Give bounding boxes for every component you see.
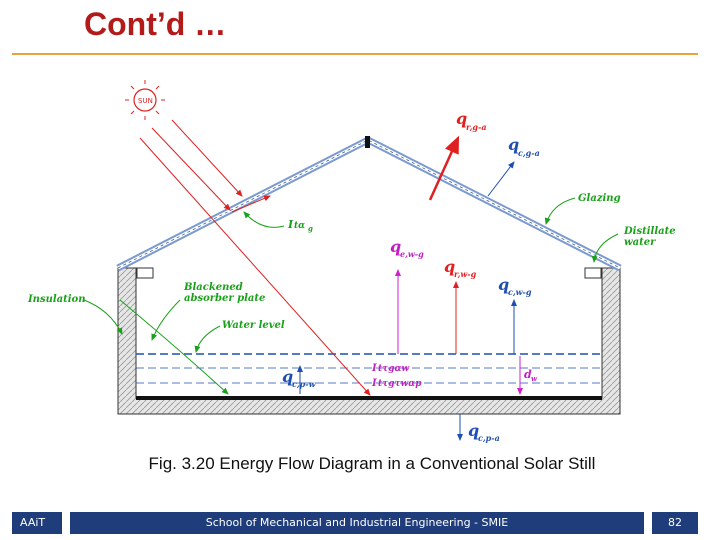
svg-text:d: d (524, 368, 532, 381)
distillate-channel-right (585, 268, 601, 278)
it-tau-alpha-w-label (371, 363, 409, 374)
svg-text:c,p-w: c,p-w (292, 379, 316, 389)
absorber-leader (152, 300, 180, 340)
svg-text:c,p-a: c,p-a (478, 433, 500, 443)
q-rga-arrow (430, 138, 458, 200)
svg-text:I: I (372, 378, 377, 389)
distillate-label-2: water (624, 237, 656, 248)
svg-text:r,w-g: r,w-g (454, 269, 477, 279)
svg-text:q: q (390, 237, 402, 256)
q-cpw-label (282, 367, 317, 389)
slide-title: Cont’d … (84, 6, 227, 42)
q-cwg-label (498, 275, 532, 297)
svg-text:c,w-g: c,w-g (508, 287, 532, 297)
svg-text:g: g (308, 224, 313, 233)
q-rga-label (456, 109, 487, 132)
q-rwg-label (444, 257, 477, 279)
q-cga-arrow (488, 162, 514, 196)
q-cpa-label (468, 421, 500, 443)
q-ewg-label (390, 237, 424, 259)
svg-text:w: w (531, 374, 538, 383)
insulation-label: Insulation (28, 294, 86, 305)
figure-caption: Fig. 3.20 Energy Flow Diagram in a Conventional Solar Still (148, 454, 596, 473)
svg-text:I: I (372, 363, 377, 374)
absorber-label-2: absorber plate (184, 293, 266, 304)
glazing-label: Glazing (578, 193, 621, 204)
glass-cover (118, 140, 620, 268)
svg-text:q: q (468, 421, 480, 440)
svg-text:q: q (444, 257, 456, 276)
svg-text:q: q (508, 135, 520, 154)
glazing-leader (546, 198, 575, 224)
svg-text:e,w-g: e,w-g (400, 249, 424, 259)
it-alpha-g-label (287, 218, 313, 233)
svg-text:q: q (498, 275, 510, 294)
water-level-label: Water level (222, 320, 285, 331)
footer-page-number: 82 (652, 512, 698, 534)
solar-ray-3 (140, 138, 370, 395)
svg-text:c,g-a: c,g-a (518, 148, 540, 158)
absorber-label-1: Blackened (184, 282, 243, 293)
distillate-label-1: Distillate (624, 226, 676, 237)
sun-label: SUN (138, 97, 153, 105)
svg-text:I: I (288, 218, 294, 231)
footer-institution: AAiT (12, 512, 62, 534)
svg-text:q: q (282, 367, 294, 386)
solar-ray-2 (172, 120, 242, 196)
it-alpha-leader (244, 212, 284, 227)
insulation-leader (84, 300, 122, 334)
footer-department: School of Mechanical and Industrial Engineering - SMIE (70, 512, 644, 534)
q-cga-label (508, 135, 540, 158)
svg-text:tτgαw: tτgαw (378, 364, 410, 374)
it-tau-tau-alpha-p-label (371, 378, 422, 389)
distillate-channel-left (137, 268, 153, 278)
water-level-leader (196, 326, 220, 352)
svg-text:tτgτwαp: tτgτwαp (378, 379, 422, 389)
absorber-plate (136, 396, 602, 400)
svg-text:q: q (456, 109, 468, 128)
svg-text:tα: tα (294, 221, 306, 231)
dw-label (524, 368, 538, 383)
svg-text:r,g-a: r,g-a (466, 122, 487, 132)
